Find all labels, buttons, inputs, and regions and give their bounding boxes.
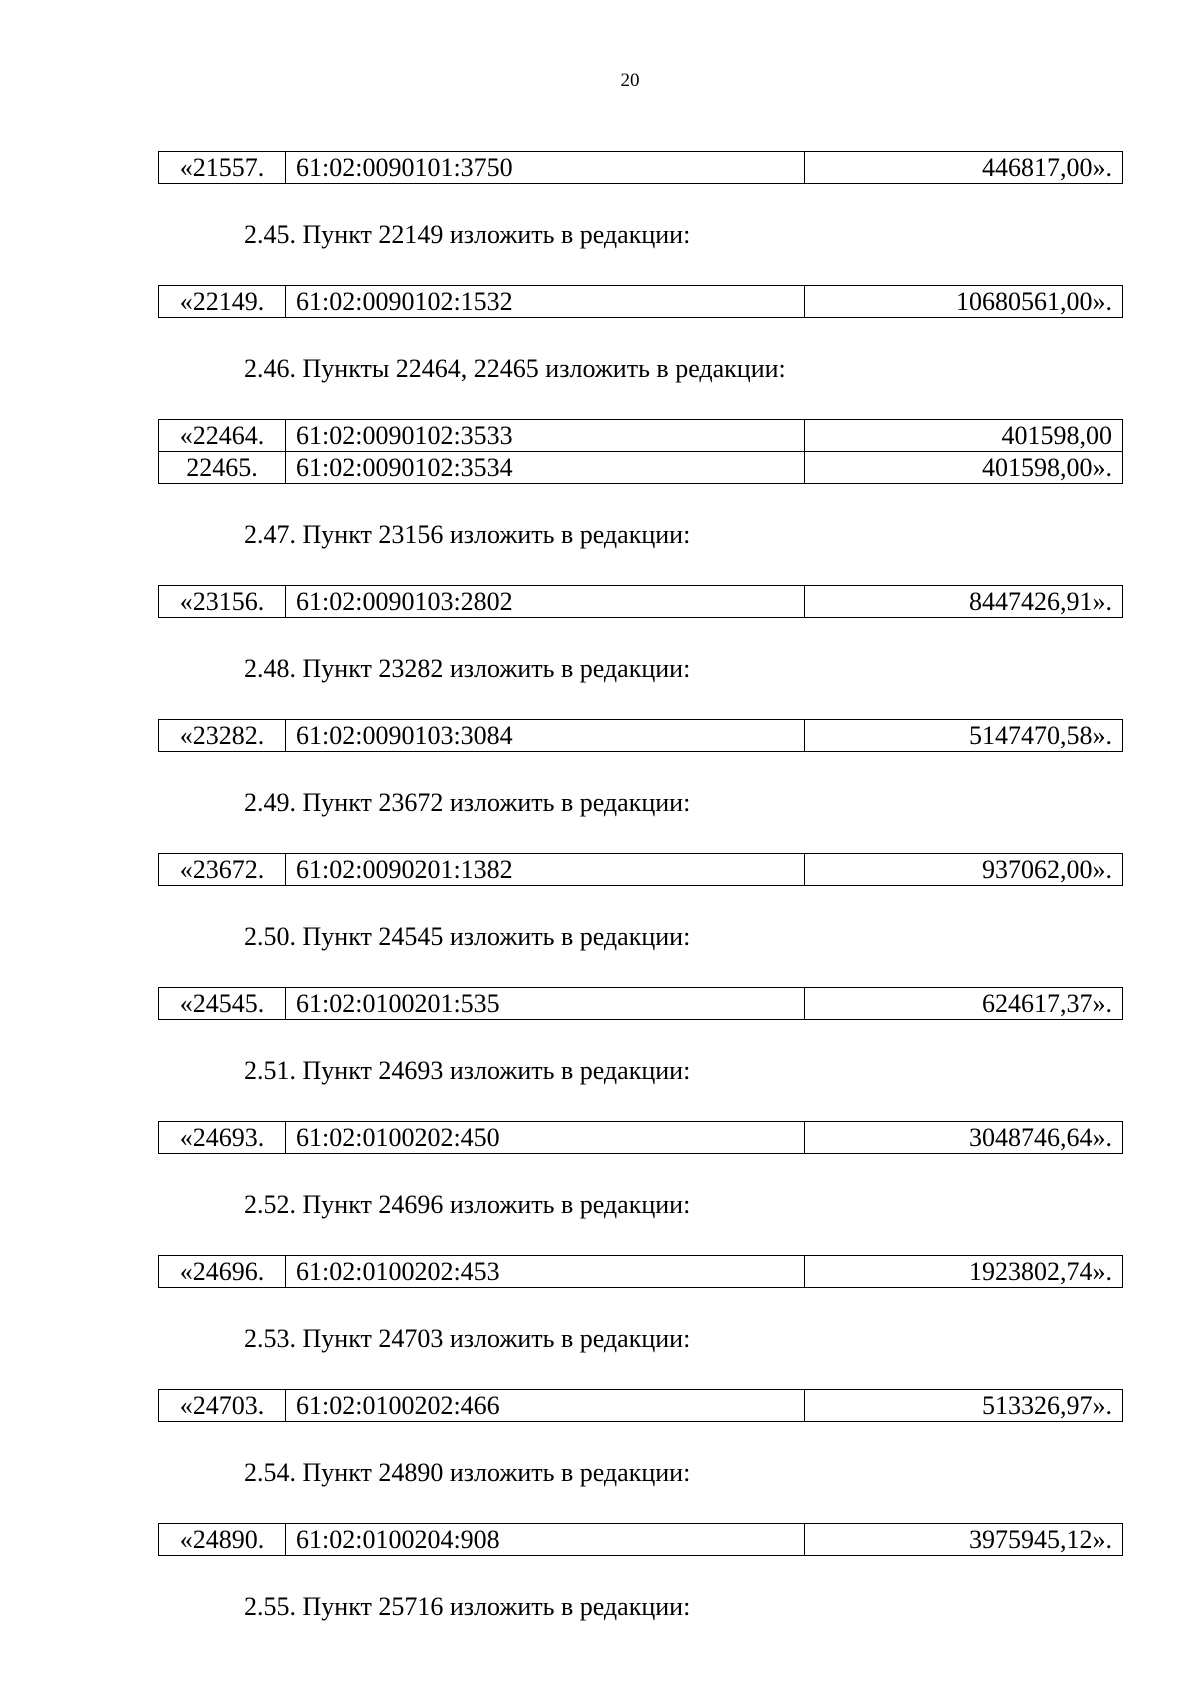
item-number-cell: «23156. <box>159 586 286 618</box>
item-number-cell: «24696. <box>159 1256 286 1288</box>
cadastral-number-cell: 61:02:0100201:535 <box>286 988 805 1020</box>
cadastral-value-cell: 3048746,64». <box>805 1122 1123 1154</box>
table-row <box>159 586 1123 618</box>
item-number-cell: «22149. <box>159 286 286 318</box>
item-number-cell: «22464. <box>159 420 286 452</box>
cadastral-number-cell: 61:02:0090101:3750 <box>286 152 805 184</box>
cadastral-number-cell: 61:02:0090103:2802 <box>286 586 805 618</box>
cadastral-number-cell: 61:02:0100202:450 <box>286 1122 805 1154</box>
registry-table <box>158 1389 1123 1422</box>
cadastral-value-cell: 1923802,74». <box>805 1256 1123 1288</box>
table-row <box>159 1256 1123 1288</box>
item-number-cell: «24703. <box>159 1390 286 1422</box>
table-row <box>159 988 1123 1020</box>
table-row <box>159 1390 1123 1422</box>
registry-table <box>158 1255 1123 1288</box>
amendment-instruction: 2.46. Пункты 22464, 22465 изложить в редакции: <box>244 354 786 383</box>
table-row <box>159 1122 1123 1154</box>
item-number-cell: «21557. <box>159 152 286 184</box>
table-row <box>159 720 1123 752</box>
document-body <box>158 151 1122 1657</box>
cadastral-value-cell: 446817,00». <box>805 152 1123 184</box>
table-row <box>159 152 1123 184</box>
registry-table <box>158 853 1123 886</box>
amendment-instruction: 2.52. Пункт 24696 изложить в редакции: <box>244 1190 691 1219</box>
cadastral-value-cell: 513326,97». <box>805 1390 1123 1422</box>
cadastral-value-cell: 937062,00». <box>805 854 1123 886</box>
cadastral-number-cell: 61:02:0090102:3533 <box>286 420 805 452</box>
item-number-cell: 22465. <box>159 452 286 484</box>
cadastral-number-cell: 61:02:0090103:3084 <box>286 720 805 752</box>
amendment-instruction: 2.49. Пункт 23672 изложить в редакции: <box>244 788 691 817</box>
cadastral-value-cell: 624617,37». <box>805 988 1123 1020</box>
amendment-instruction: 2.45. Пункт 22149 изложить в редакции: <box>244 220 691 249</box>
cadastral-value-cell: 3975945,12». <box>805 1524 1123 1556</box>
cadastral-value-cell: 5147470,58». <box>805 720 1123 752</box>
item-number-cell: «24545. <box>159 988 286 1020</box>
table-row <box>159 854 1123 886</box>
cadastral-number-cell: 61:02:0100204:908 <box>286 1524 805 1556</box>
page-number: 20 <box>620 70 640 91</box>
cadastral-value-cell: 401598,00». <box>805 452 1123 484</box>
registry-table <box>158 719 1123 752</box>
table-row <box>159 420 1123 452</box>
amendment-instruction: 2.55. Пункт 25716 изложить в редакции: <box>244 1592 691 1621</box>
cadastral-number-cell: 61:02:0100202:466 <box>286 1390 805 1422</box>
cadastral-number-cell: 61:02:0090201:1382 <box>286 854 805 886</box>
registry-table <box>158 151 1123 184</box>
table-row <box>159 452 1123 484</box>
cadastral-number-cell: 61:02:0100202:453 <box>286 1256 805 1288</box>
item-number-cell: «23282. <box>159 720 286 752</box>
registry-table <box>158 419 1123 484</box>
registry-table <box>158 1121 1123 1154</box>
registry-table <box>158 285 1123 318</box>
item-number-cell: «24693. <box>159 1122 286 1154</box>
registry-table <box>158 585 1123 618</box>
amendment-instruction: 2.47. Пункт 23156 изложить в редакции: <box>244 520 691 549</box>
amendment-instruction: 2.51. Пункт 24693 изложить в редакции: <box>244 1056 691 1085</box>
amendment-instruction: 2.54. Пункт 24890 изложить в редакции: <box>244 1458 691 1487</box>
registry-table <box>158 1523 1123 1556</box>
amendment-instruction: 2.48. Пункт 23282 изложить в редакции: <box>244 654 691 683</box>
cadastral-value-cell: 401598,00 <box>805 420 1123 452</box>
item-number-cell: «23672. <box>159 854 286 886</box>
amendment-instruction: 2.50. Пункт 24545 изложить в редакции: <box>244 922 691 951</box>
cadastral-value-cell: 8447426,91». <box>805 586 1123 618</box>
cadastral-number-cell: 61:02:0090102:1532 <box>286 286 805 318</box>
cadastral-value-cell: 10680561,00». <box>805 286 1123 318</box>
table-row <box>159 1524 1123 1556</box>
item-number-cell: «24890. <box>159 1524 286 1556</box>
cadastral-number-cell: 61:02:0090102:3534 <box>286 452 805 484</box>
registry-table <box>158 987 1123 1020</box>
amendment-instruction: 2.53. Пункт 24703 изложить в редакции: <box>244 1324 691 1353</box>
table-row <box>159 286 1123 318</box>
